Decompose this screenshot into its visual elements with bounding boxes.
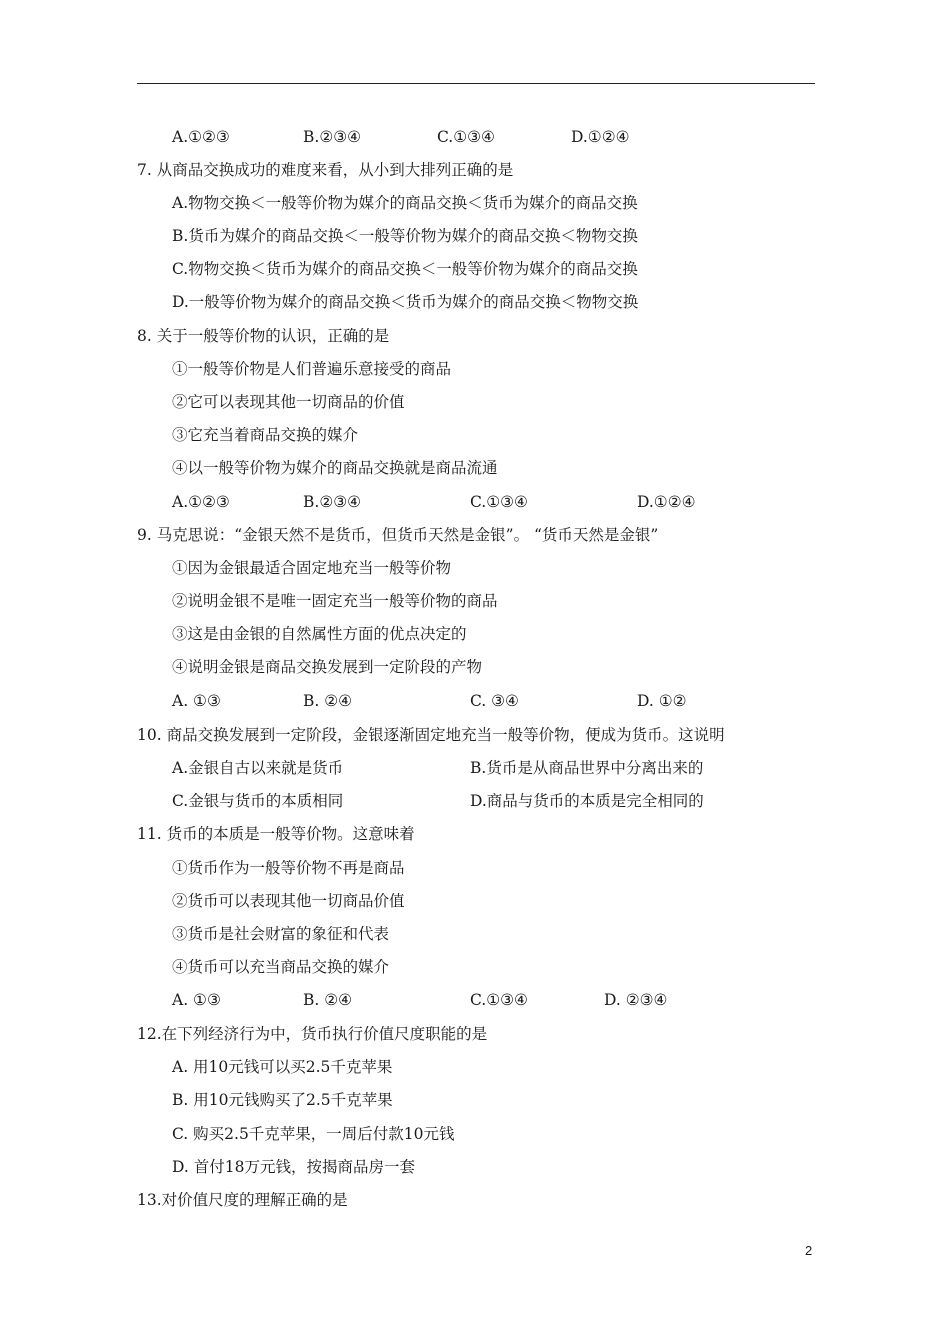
question-stem: 9. 马克思说：“金银天然不是货币，但货币天然是金银”。 “货币天然是金银” bbox=[137, 526, 659, 544]
option-d: D.一般等价物为媒介的商品交换＜货币为媒介的商品交换＜物物交换 bbox=[172, 293, 639, 311]
statement-2: ②它可以表现其他一切商品的价值 bbox=[172, 393, 405, 411]
statement-4: ④货币可以充当商品交换的媒介 bbox=[172, 958, 390, 976]
option-c: C.①③④ bbox=[470, 991, 528, 1009]
option-a: A. 用10元钱可以买2.5千克苹果 bbox=[172, 1058, 393, 1076]
question-stem: 8. 关于一般等价物的认识，正确的是 bbox=[137, 327, 390, 345]
option-d: D. ①② bbox=[637, 692, 687, 710]
option-a: A.物物交换＜一般等价物为媒介的商品交换＜货币为媒介的商品交换 bbox=[172, 194, 638, 212]
question-stem: 11. 货币的本质是一般等价物。这意味着 bbox=[137, 825, 415, 843]
statement-1: ①一般等价物是人们普遍乐意接受的商品 bbox=[172, 360, 452, 378]
option-d: D. 首付18万元钱，按揭商品房一套 bbox=[172, 1158, 415, 1176]
option-a: A. ①③ bbox=[172, 991, 221, 1009]
question-stem: 12.在下列经济行为中，货币执行价值尺度职能的是 bbox=[137, 1025, 488, 1043]
option-d: D.商品与货币的本质是完全相同的 bbox=[470, 792, 704, 810]
statement-1: ①因为金银最适合固定地充当一般等价物 bbox=[172, 559, 452, 577]
option-b: B. ②④ bbox=[303, 692, 353, 710]
option-b: B.②③④ bbox=[303, 128, 362, 146]
header-rule bbox=[137, 83, 815, 84]
option-c: C.金银与货币的本质相同 bbox=[172, 792, 344, 810]
question-stem: 13.对价值尺度的理解正确的是 bbox=[137, 1191, 348, 1209]
option-d: D. ②③④ bbox=[604, 991, 668, 1009]
option-b: B.货币为媒介的商品交换＜一般等价物为媒介的商品交换＜物物交换 bbox=[172, 227, 638, 245]
statement-4: ④说明金银是商品交换发展到一定阶段的产物 bbox=[172, 658, 483, 676]
option-b: B.货币是从商品世界中分离出来的 bbox=[470, 759, 704, 777]
option-b: B. ②④ bbox=[303, 991, 353, 1009]
statement-3: ③这是由金银的自然属性方面的优点决定的 bbox=[172, 625, 467, 643]
question-stem: 7. 从商品交换成功的难度来看，从小到大排列正确的是 bbox=[137, 161, 514, 179]
option-b: B. 用10元钱购买了2.5千克苹果 bbox=[172, 1091, 393, 1109]
option-c: C. 购买2.5千克苹果，一周后付款10元钱 bbox=[172, 1125, 455, 1143]
option-c: C.①③④ bbox=[437, 128, 495, 146]
option-c: C.①③④ bbox=[470, 493, 528, 511]
statement-2: ②货币可以表现其他一切商品价值 bbox=[172, 892, 405, 910]
option-a: A. ①③ bbox=[172, 692, 221, 710]
option-a: A.①②③ bbox=[172, 128, 230, 146]
page-number: 2 bbox=[805, 1243, 813, 1258]
option-a: A.①②③ bbox=[172, 493, 230, 511]
option-d: D.①②④ bbox=[637, 493, 696, 511]
statement-3: ③货币是社会财富的象征和代表 bbox=[172, 925, 390, 943]
statement-3: ③它充当着商品交换的媒介 bbox=[172, 426, 359, 444]
statement-4: ④以一般等价物为媒介的商品交换就是商品流通 bbox=[172, 459, 498, 477]
option-d: D.①②④ bbox=[571, 128, 630, 146]
option-a: A.金银自古以来就是货币 bbox=[172, 759, 344, 777]
statement-1: ①货币作为一般等价物不再是商品 bbox=[172, 859, 405, 877]
option-c: C.物物交换＜货币为媒介的商品交换＜一般等价物为媒介的商品交换 bbox=[172, 260, 638, 278]
question-stem: 10. 商品交换发展到一定阶段，金银逐渐固定地充当一般等价物，便成为货币。这说明 bbox=[137, 726, 725, 744]
option-b: B.②③④ bbox=[303, 493, 362, 511]
statement-2: ②说明金银不是唯一固定充当一般等价物的商品 bbox=[172, 592, 498, 610]
option-c: C. ③④ bbox=[470, 692, 519, 710]
